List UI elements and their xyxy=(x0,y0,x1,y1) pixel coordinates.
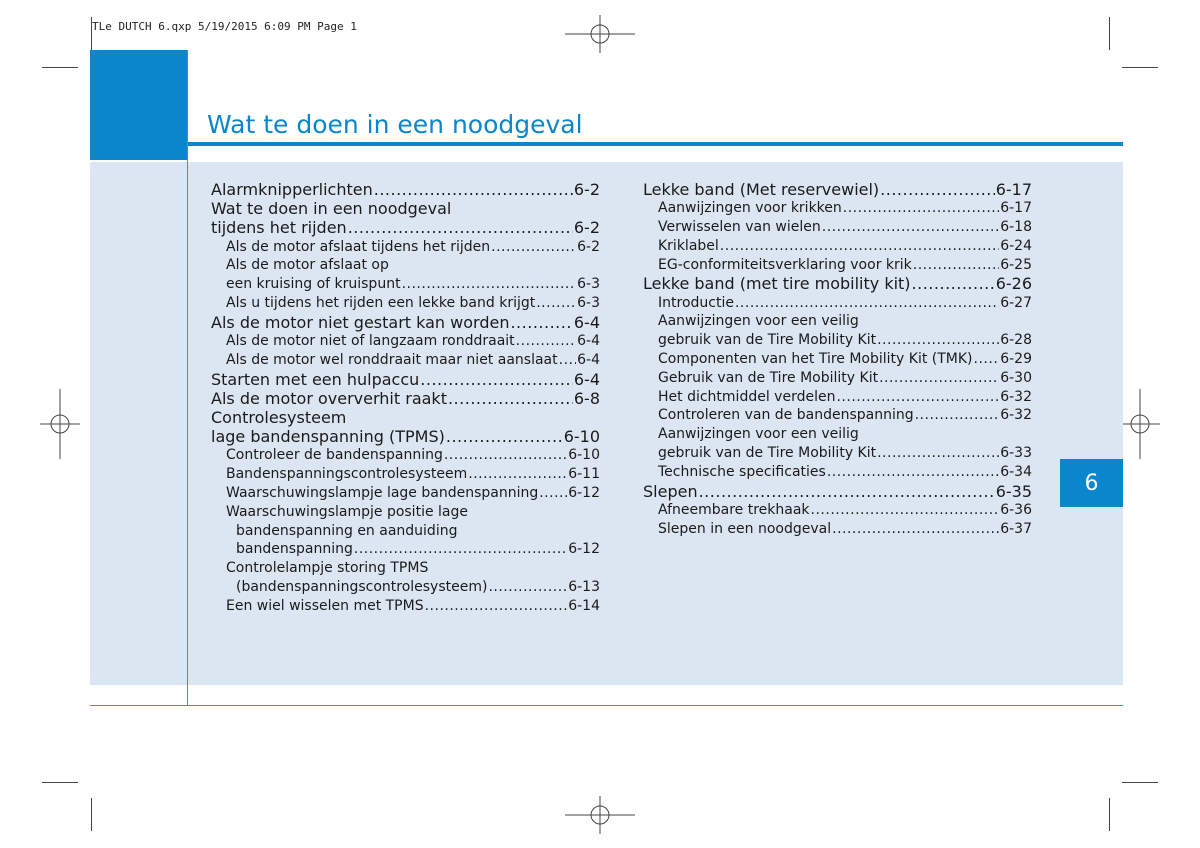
toc-subentry[interactable]: gebruik van de Tire Mobility Kit ..... 6-33 xyxy=(643,444,1032,463)
toc-subentry[interactable]: Introductie ..... 6-27 xyxy=(643,294,1032,313)
toc-subentry[interactable]: Aanwijzingen voor krikken ..... 6-17 xyxy=(643,199,1032,218)
toc-subentry-line: Waarschuwingslampje positie lage xyxy=(226,503,468,520)
toc-subentry-line: Controlelampje storing TPMS xyxy=(226,560,429,577)
crop-mark xyxy=(1122,782,1158,783)
toc-left-column xyxy=(211,180,600,616)
chapter-color-block xyxy=(90,50,188,160)
toc-subentry[interactable]: Het dichtmiddel verdelen ..... 6-32 xyxy=(643,388,1032,407)
page-title: Wat te doen in een noodgeval xyxy=(207,110,583,139)
printer-slug: TLe DUTCH 6.qxp 5/19/2015 6:09 PM Page 1 xyxy=(92,20,357,33)
crop-mark xyxy=(42,782,78,783)
toc-subentry[interactable]: Afneembare trekhaak ..... 6-36 xyxy=(643,501,1032,520)
crop-mark xyxy=(1109,17,1110,50)
toc-entry-line: Wat te doen in een noodgeval xyxy=(211,199,452,219)
toc-subentry[interactable]: Controleer de bandenspanning ..... 6-10 xyxy=(211,446,600,465)
toc-entry[interactable]: tijdens het rijden ..... 6-2 xyxy=(211,218,600,237)
bottom-rule xyxy=(90,705,1123,706)
toc-subentry-line: Als de motor afslaat op xyxy=(226,257,389,274)
toc-subentry[interactable]: Een wiel wisselen met TPMS ..... 6-14 xyxy=(211,597,600,616)
toc-subentry[interactable]: Gebruik van de Tire Mobility Kit ..... 6-30 xyxy=(643,369,1032,388)
toc-subentry-line: bandenspanning en aanduiding xyxy=(236,522,458,539)
toc-subentry[interactable]: een kruising of kruispunt ..... 6-3 xyxy=(211,275,600,294)
toc-entry[interactable]: Als de motor niet gestart kan worden ..... 6-4 xyxy=(211,313,600,332)
toc-entry[interactable]: Lekke band (Met reservewiel) ..... 6-17 xyxy=(643,180,1032,199)
crop-mark xyxy=(91,798,92,831)
toc-subentry[interactable]: Controleren van de bandenspanning ..... 6-32 xyxy=(643,406,1032,425)
toc-subentry[interactable]: Als u tijdens het rijden een lekke band krijgt ..... 6-3 xyxy=(211,294,600,313)
toc-entry[interactable]: Starten met een hulpaccu ..... 6-4 xyxy=(211,370,600,389)
toc-subentry[interactable]: Als de motor niet of langzaam ronddraait ..... 6-4 xyxy=(211,332,600,351)
toc-entry[interactable]: Alarmknipperlichten ..... 6-2 xyxy=(211,180,600,199)
toc-subentry[interactable]: (bandenspanningscontrolesysteem) ..... 6-13 xyxy=(211,578,600,597)
title-rule xyxy=(188,142,1123,146)
registration-mark-left xyxy=(40,389,80,459)
toc-subentry[interactable]: Waarschuwingslampje lage bandenspanning ..... 6-12 xyxy=(211,484,600,503)
toc-subentry[interactable]: EG-conformiteitsverklaring voor krik ..... 6-25 xyxy=(643,256,1032,275)
toc-right-column xyxy=(643,180,1032,538)
toc-subentry-line: Aanwijzingen voor een veilig xyxy=(658,426,859,443)
toc-subentry[interactable]: Als de motor afslaat tijdens het rijden ..... 6-2 xyxy=(211,238,600,257)
crop-mark xyxy=(1109,798,1110,831)
vertical-rule xyxy=(187,50,188,705)
crop-mark xyxy=(42,67,78,68)
toc-subentry[interactable]: Verwisselen van wielen ..... 6-18 xyxy=(643,218,1032,237)
toc-subentry[interactable]: Technische specificaties ..... 6-34 xyxy=(643,463,1032,482)
toc-subentry[interactable]: Slepen in een noodgeval ..... 6-37 xyxy=(643,520,1032,539)
toc-subentry[interactable]: Als de motor wel ronddraait maar niet aanslaat ..... 6-4 xyxy=(211,351,600,370)
toc-subentry[interactable]: Componenten van het Tire Mobility Kit (TMK) ..... 6-29 xyxy=(643,350,1032,369)
toc-entry[interactable]: lage bandenspanning (TPMS) ..... 6-10 xyxy=(211,427,600,446)
toc-subentry[interactable]: Bandenspanningscontrolesysteem ..... 6-11 xyxy=(211,465,600,484)
registration-mark-bottom xyxy=(565,796,635,834)
registration-mark-right xyxy=(1120,389,1160,459)
crop-mark xyxy=(1122,67,1158,68)
registration-mark-top xyxy=(565,15,635,53)
toc-subentry[interactable]: Kriklabel ..... 6-24 xyxy=(643,237,1032,256)
toc-subentry[interactable]: bandenspanning ..... 6-12 xyxy=(211,540,600,559)
toc-entry-line: Controlesysteem xyxy=(211,408,347,427)
toc-subentry[interactable]: gebruik van de Tire Mobility Kit ..... 6-28 xyxy=(643,331,1032,350)
toc-entry[interactable]: Lekke band (met tire mobility kit) ..... 6-26 xyxy=(643,274,1032,293)
toc-entry[interactable]: Als de motor oververhit raakt ..... 6-8 xyxy=(211,389,600,408)
toc-subentry-line: Aanwijzingen voor een veilig xyxy=(658,313,859,330)
crop-mark xyxy=(91,17,92,50)
toc-entry[interactable]: Slepen ..... 6-35 xyxy=(643,482,1032,501)
chapter-tab[interactable]: 6 xyxy=(1060,459,1123,507)
